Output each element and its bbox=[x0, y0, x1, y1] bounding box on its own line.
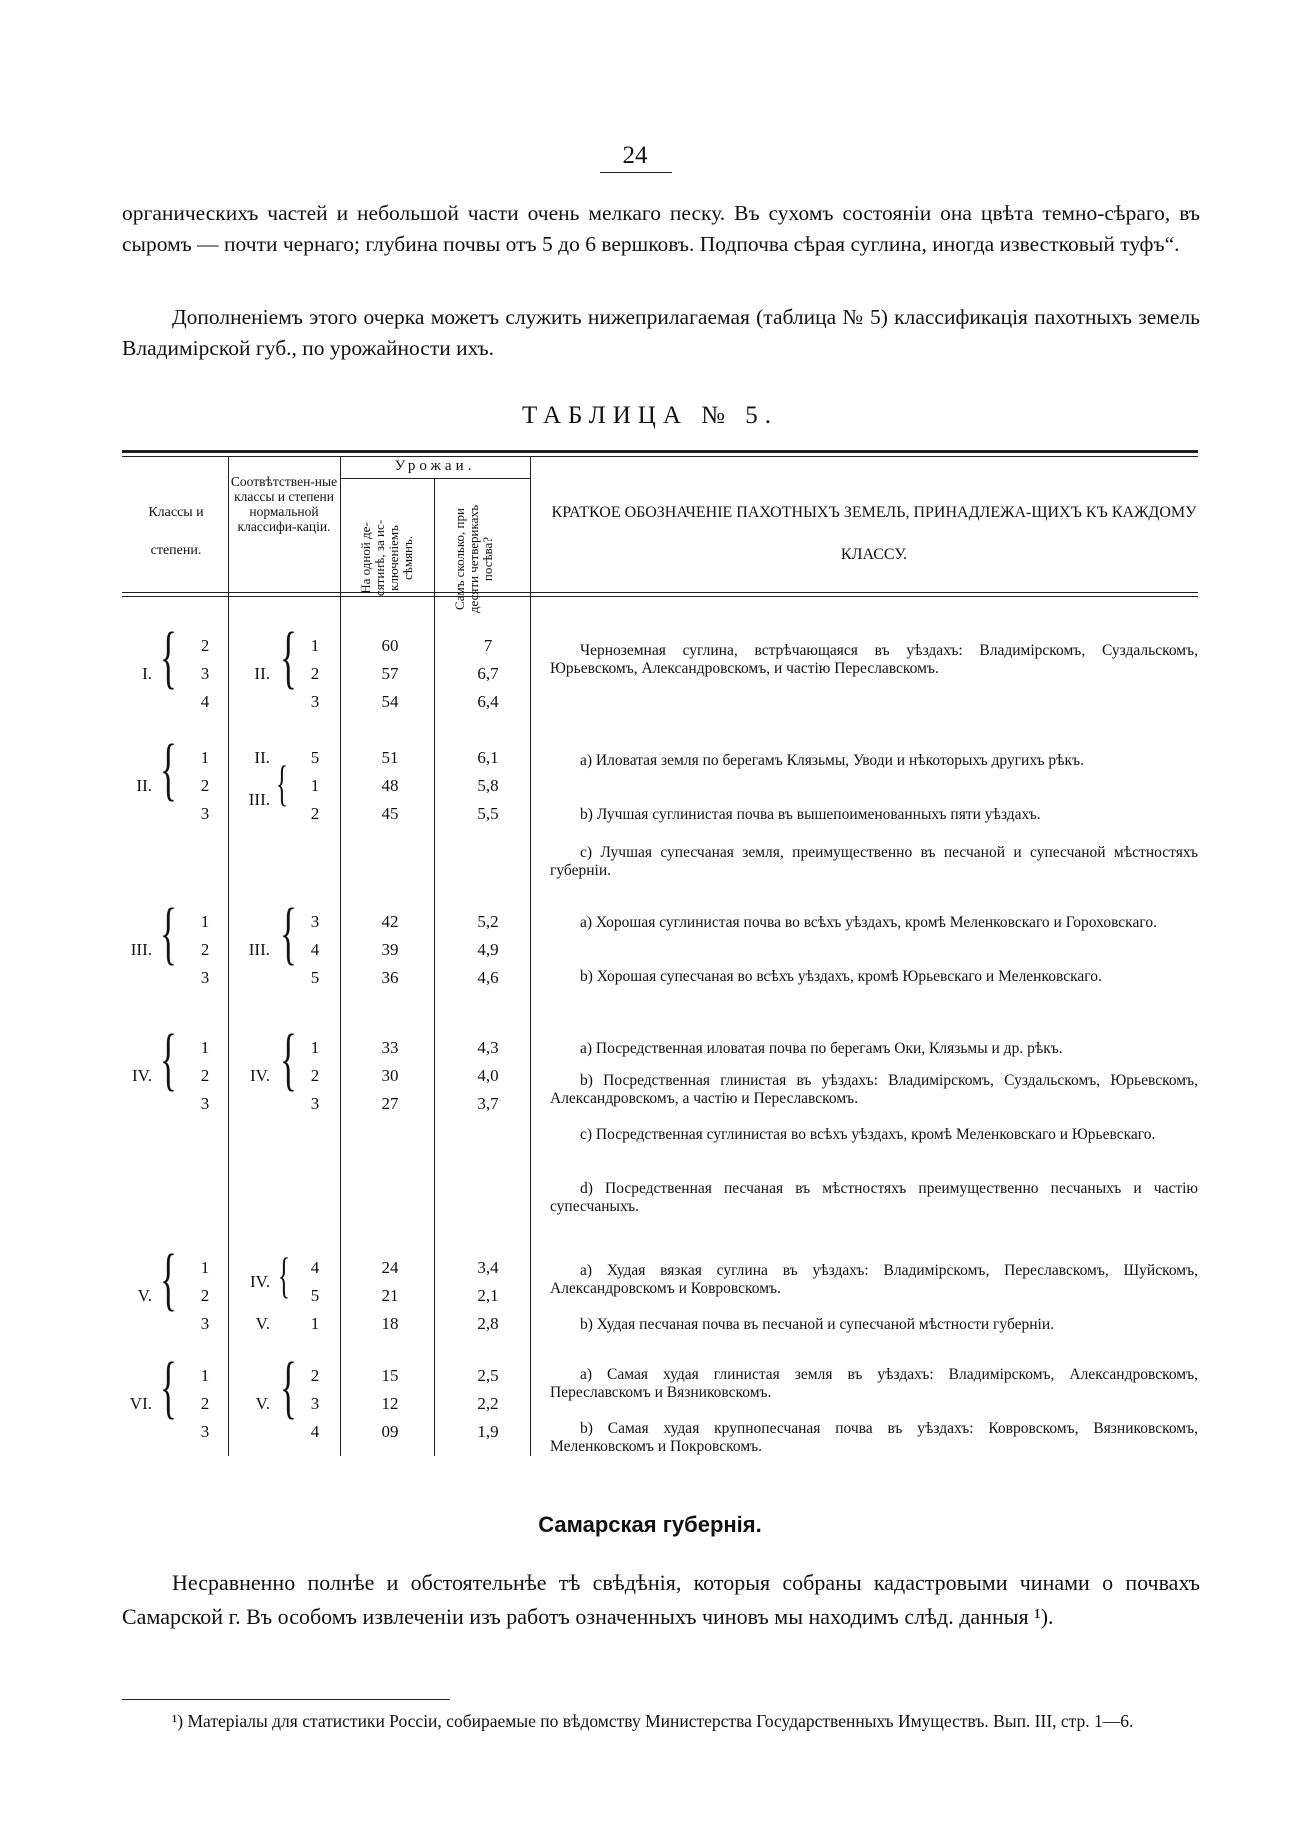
description: b) Худая песчаная почва въ песчаной и супесчаной мѣстности губерніи. bbox=[580, 1316, 1055, 1333]
footnote-rule bbox=[122, 1699, 450, 1700]
yield-cell: 12 bbox=[381, 1394, 399, 1413]
class-label: III. bbox=[130, 940, 152, 959]
degree-cell: 1 bbox=[200, 1038, 210, 1057]
norm-degree-cell: 1 bbox=[310, 776, 320, 795]
norm-degree-cell: 1 bbox=[310, 636, 320, 655]
norm-class-label: II. bbox=[254, 664, 270, 683]
degree-cell: 2 bbox=[200, 636, 210, 655]
norm-class-brace: { bbox=[280, 1021, 297, 1098]
fold-cell: 5,2 bbox=[477, 912, 499, 931]
norm-degree-cell: 2 bbox=[310, 1066, 320, 1085]
fold-cell: 3,7 bbox=[477, 1094, 499, 1113]
degree-cell: 1 bbox=[200, 748, 210, 767]
yield-cell: 15 bbox=[381, 1366, 399, 1385]
yield-cell: 21 bbox=[381, 1286, 399, 1305]
header-yield-per-desyatina: На одной де-сятинѣ, за ис-ключеніемъ сѣмянъ. bbox=[358, 519, 415, 597]
class-label: I. bbox=[142, 664, 152, 683]
description: b) Посредственная глинистая въ уѣздахъ: Владимірскомъ, Суздальскомъ, Юрьевскомъ, Александровскомъ, а частію и Переславскомъ. bbox=[550, 1072, 1198, 1107]
class-label: V. bbox=[137, 1286, 152, 1305]
norm-degree-cell: 4 bbox=[310, 1258, 320, 1277]
description: a) Худая вязкая суглина въ уѣздахъ: Владимірскомъ, Переславскомъ, Шуйскомъ, Александровскомъ и Ковровскомъ. bbox=[550, 1262, 1198, 1297]
norm-class-label: IV. bbox=[250, 1272, 270, 1291]
page-number-underline bbox=[600, 172, 672, 173]
fold-cell: 2,5 bbox=[477, 1366, 499, 1385]
description: a) Хорошая суглинистая почва во всѣхъ уѣздахъ, кромѣ Меленковскаго и Гороховскаго. bbox=[580, 914, 1157, 931]
header-normal-classes: Соотвѣтствен-ные классы и степени нормальной классифи-каціи. bbox=[230, 474, 338, 534]
yield-cell: 60 bbox=[381, 636, 399, 655]
fold-cell: 5,8 bbox=[477, 776, 499, 795]
description: d) Посредственная песчаная въ мѣстностяхъ преимущественно песчаныхъ и частію супесчаныхъ. bbox=[550, 1180, 1198, 1215]
table-title: ТАБЛИЦА № 5. bbox=[521, 402, 779, 429]
yield-cell: 39 bbox=[381, 940, 399, 959]
description: b) Самая худая крупнопесчаная почва въ уѣздахъ: Ковровскомъ, Вязниковскомъ, Меленковскомъ и Покровскомъ. bbox=[550, 1420, 1198, 1455]
description: c) Посредственная суглинистая во всѣхъ уѣздахъ, кромѣ Меленковскаго и Юрьевскаго. bbox=[580, 1126, 1156, 1143]
yield-group-rule bbox=[340, 478, 530, 479]
header-description: КРАТКОЕ ОБОЗНАЧЕНІЕ ПАХОТНЫХЪ ЗЕМЕЛЬ, ПРИНАДЛЕЖА-ЩИХЪ КЪ КАЖДОМУ КЛАССУ. bbox=[551, 504, 1197, 563]
header-bottom-rule bbox=[122, 592, 1198, 593]
class-brace: { bbox=[160, 619, 177, 696]
description: a) Посредственная иловатая почва по берегамъ Оки, Клязьмы и др. рѣкъ. bbox=[580, 1040, 1063, 1057]
description: c) Лучшая супесчаная земля, преимущественно въ песчаной и супесчаной мѣстностяхъ губерніи. bbox=[550, 844, 1198, 879]
yield-cell: 57 bbox=[381, 664, 399, 683]
header-classes: Классы и степени. bbox=[148, 505, 204, 558]
yield-cell: 27 bbox=[381, 1094, 399, 1113]
yield-cell: 18 bbox=[381, 1314, 399, 1333]
fold-cell: 2,8 bbox=[477, 1314, 499, 1333]
norm-class-brace: { bbox=[280, 895, 297, 972]
yield-cell: 54 bbox=[381, 692, 399, 711]
yield-cell: 33 bbox=[381, 1038, 399, 1057]
class-brace: { bbox=[160, 1021, 177, 1098]
degree-cell: 2 bbox=[200, 1286, 210, 1305]
degree-cell: 2 bbox=[200, 1066, 210, 1085]
page-number: 24 bbox=[622, 142, 648, 169]
norm-class-label: V. bbox=[255, 1394, 270, 1413]
norm-degree-cell: 2 bbox=[310, 664, 320, 683]
norm-degree-cell: 4 bbox=[310, 1422, 320, 1441]
class-label: IV. bbox=[132, 1066, 152, 1085]
description: Черноземная суглина, встрѣчающаяся въ уѣздахъ: Владимірскомъ, Суздальскомъ, Юрьевскомъ, Александровскомъ, и частію Переславскомъ. bbox=[550, 642, 1198, 677]
norm-degree-cell: 4 bbox=[310, 940, 320, 959]
norm-degree-cell: 3 bbox=[310, 692, 320, 711]
degree-cell: 3 bbox=[200, 664, 210, 683]
degree-cell: 4 bbox=[200, 692, 210, 711]
yield-cell: 51 bbox=[381, 748, 399, 767]
fold-cell: 4,3 bbox=[477, 1038, 499, 1057]
degree-cell: 3 bbox=[200, 1314, 210, 1333]
norm-class-brace: { bbox=[280, 1349, 297, 1426]
fold-cell: 6,7 bbox=[477, 664, 499, 683]
col-divider-2 bbox=[340, 596, 341, 1456]
class-brace: { bbox=[160, 1349, 177, 1426]
col-divider-3 bbox=[434, 596, 435, 1456]
col-divider-1 bbox=[228, 596, 229, 1456]
col-divider-3-head bbox=[434, 478, 435, 596]
degree-cell: 2 bbox=[200, 1394, 210, 1413]
fold-cell: 7 bbox=[483, 636, 493, 655]
intro-paragraph-1: органическихъ частей и небольшой части очень мелкаго песку. Въ сухомъ состояніи она цвѣта темно-сѣраго, въ сыромъ — почти чернаго; глубина почвы отъ 5 до 6 вершковъ. Подпочва сѣрая суглина, иногда известковый туфъ“. bbox=[122, 201, 1200, 256]
fold-cell: 4,9 bbox=[477, 940, 499, 959]
degree-cell: 2 bbox=[200, 940, 210, 959]
class-brace: { bbox=[160, 1241, 177, 1318]
norm-degree-cell: 5 bbox=[310, 748, 320, 767]
intro-paragraph-2: Дополненіемъ этого очерка можетъ служить нижеприлагаемая (таблица № 5) классификація пахотныхъ земель Владимірской губ., по урожайности ихъ. bbox=[122, 305, 1200, 360]
footnote: ¹) Матеріалы для статистики Россіи, собираемые по вѣдомству Министерства Государственныхъ Имуществъ. Вып. III, стр. 1—6. bbox=[172, 1711, 1134, 1731]
description: a) Иловатая земля по берегамъ Клязьмы, Уводи и нѣкоторыхъ другихъ рѣкъ. bbox=[580, 752, 1084, 769]
norm-class-brace: { bbox=[276, 755, 288, 811]
yield-cell: 09 bbox=[381, 1422, 399, 1441]
col-divider-2-head bbox=[340, 456, 341, 596]
class-brace: { bbox=[160, 895, 177, 972]
norm-class-label: IV. bbox=[250, 1066, 270, 1085]
header-bottom-rule-thin bbox=[122, 596, 1198, 597]
table-top-rule bbox=[122, 450, 1198, 453]
description: b) Хорошая супесчаная во всѣхъ уѣздахъ, кромѣ Юрьевскаго и Меленковскаго. bbox=[580, 968, 1102, 985]
yield-cell: 24 bbox=[381, 1258, 399, 1277]
norm-class-label: II. bbox=[254, 748, 270, 767]
norm-degree-cell: 5 bbox=[310, 968, 320, 987]
degree-cell: 3 bbox=[200, 804, 210, 823]
col-divider-1-head bbox=[228, 456, 229, 596]
fold-cell: 4,0 bbox=[477, 1066, 499, 1085]
col-divider-4 bbox=[530, 596, 531, 1456]
degree-cell: 2 bbox=[200, 776, 210, 795]
yield-cell: 45 bbox=[381, 804, 399, 823]
norm-degree-cell: 1 bbox=[310, 1314, 320, 1333]
col-divider-4-head bbox=[530, 456, 531, 596]
yield-cell: 36 bbox=[381, 968, 399, 987]
description: a) Самая худая глинистая земля въ уѣздахъ: Владимірскомъ, Александровскомъ, Переславскомъ и Вязниковскомъ. bbox=[550, 1366, 1198, 1401]
degree-cell: 3 bbox=[200, 1094, 210, 1113]
degree-cell: 1 bbox=[200, 1258, 210, 1277]
degree-cell: 3 bbox=[200, 968, 210, 987]
norm-degree-cell: 3 bbox=[310, 1394, 320, 1413]
fold-cell: 4,6 bbox=[477, 968, 499, 987]
description: b) Лучшая суглинистая почва въ вышепоименованныхъ пяти уѣздахъ. bbox=[580, 806, 1041, 823]
fold-cell: 3,4 bbox=[477, 1258, 499, 1277]
fold-cell: 1,9 bbox=[477, 1422, 499, 1441]
norm-degree-cell: 3 bbox=[310, 912, 320, 931]
norm-class-brace: { bbox=[280, 619, 297, 696]
table-top-rule-thin bbox=[122, 456, 1198, 457]
yield-cell: 42 bbox=[381, 912, 399, 931]
norm-degree-cell: 2 bbox=[310, 1366, 320, 1385]
norm-class-label: III. bbox=[248, 790, 270, 809]
degree-cell: 3 bbox=[200, 1422, 210, 1441]
fold-cell: 2,2 bbox=[477, 1394, 499, 1413]
norm-class-label: V. bbox=[255, 1314, 270, 1333]
norm-class-label: III. bbox=[248, 940, 270, 959]
degree-cell: 1 bbox=[200, 912, 210, 931]
fold-cell: 5,5 bbox=[477, 804, 499, 823]
norm-degree-cell: 3 bbox=[310, 1094, 320, 1113]
degree-cell: 1 bbox=[200, 1366, 210, 1385]
norm-class-brace: { bbox=[278, 1247, 290, 1303]
yield-cell: 48 bbox=[381, 776, 399, 795]
fold-cell: 2,1 bbox=[477, 1286, 499, 1305]
header-yield-group: Урожаи. bbox=[394, 458, 476, 474]
fold-cell: 6,1 bbox=[477, 748, 499, 767]
norm-degree-cell: 1 bbox=[310, 1038, 320, 1057]
section-paragraph: Несравненно полнѣе и обстоятельнѣе тѣ свѣдѣнія, которыя собраны кадастровыми чинами о почвахъ Самарской г. Въ особомъ извлеченіи изъ работъ означенныхъ чиновъ мы находимъ слѣд. данныя ¹). bbox=[122, 1570, 1200, 1629]
norm-degree-cell: 2 bbox=[310, 804, 320, 823]
section-title: Самарская губернія. bbox=[538, 1512, 762, 1537]
fold-cell: 6,4 bbox=[477, 692, 499, 711]
header-yield-fold: Самъ сколько, при десяти четверикахъ посѣва? bbox=[452, 504, 495, 614]
class-label: II. bbox=[136, 776, 152, 795]
class-label: VI. bbox=[129, 1394, 152, 1413]
yield-cell: 30 bbox=[381, 1066, 399, 1085]
class-brace: { bbox=[160, 731, 177, 808]
norm-degree-cell: 5 bbox=[310, 1286, 320, 1305]
